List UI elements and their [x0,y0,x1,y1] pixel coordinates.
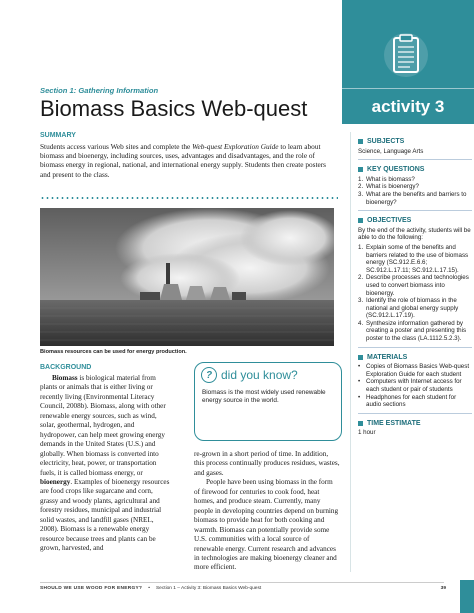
footer-title: SHOULD WE USE WOOD FOR ENERGY? [40,586,143,591]
list-item: 1. What is biomass? [358,175,415,183]
list-item: 3. What are the benefits and barriers to bioenergy? [358,190,467,206]
materials-list [358,363,472,409]
page-title: Biomass Basics Web-quest [40,96,308,121]
divider [358,347,472,348]
bullet-square-icon [358,421,363,426]
background-paragraph: re-grown in a short period of time. In addition, this process continually produces residues, wastes, and gases. [194,450,340,477]
bullet-square-icon [358,218,363,223]
time-estimate-text: 1 hour [358,429,376,437]
sidebar-bottom-band [460,580,474,613]
list-item: • Copies of Biomass Basics Web-quest Exploration Guide for each student [358,363,470,378]
footer [40,586,446,591]
bullet-square-icon [358,355,363,360]
subjects-heading: SUBJECTS [358,138,472,146]
page-number: 39 [440,586,446,591]
dotted-divider [40,197,338,199]
objectives-intro: By the end of the activity, students will be able to do the following: [358,226,471,242]
list-item: 2. What is bioenergy? [358,183,419,191]
did-you-know-box [194,362,342,441]
footer-section: Section 1 – Activity 3: Biomass Basics Web-quest [155,586,262,591]
background-column-2 [194,450,340,573]
subjects-text: Science, Language Arts [358,147,424,155]
did-you-know-title: did you know? [221,368,298,382]
divider [358,159,472,160]
did-you-know-header [201,367,298,383]
summary-text: Students access various Web sites and complete the Web-quest Exploration Guide to learn about biomass and bioenergy, including sources, uses, advantages and disadvantages, and the role of biomass energy in regional, national, and international energy supply. Students then create posters and present to the class. [40,142,326,179]
objectives-heading: OBJECTIVES [358,217,472,225]
bullet-square-icon [358,167,363,172]
did-you-know-text: Biomass is the most widely used renewable energy source in the world. [202,389,326,405]
time-estimate-heading: TIME ESTIMATE [358,420,472,428]
bullet-square-icon [358,139,363,144]
sidebar [358,132,472,437]
top-strip [0,0,342,42]
footer-bullet: • [148,586,150,591]
clipboard-icon [384,30,428,80]
materials-heading: MATERIALS [358,354,472,362]
question-mark-icon: ? [201,367,217,383]
background-heading: BACKGROUND [40,364,92,371]
divider [358,210,472,211]
objectives-list [358,244,472,343]
background-paragraph: Biomass is biological material from plants or animals that is either living or recently living (Environmental Literacy Council, 2008b). Biomass, along with other renewable energy sources, such as wind, solar, geothermal, hydrogen, and hydropower, can help meet growing energy demands in the United States (U.S.) and globally. When biomass is converted into electricity, heat, power, or transportation fuels, it is called biomass energy, or bioenergy. Examples of bioenergy resources are food crops like sugarcane and corn, grassy and woody plants, agricultural and forestry residues, municipal and industrial solid wastes, and landfill gases (NREL, 2008). Biomass is a renewable energy resource because trees and plants can be grown, harvested, and [40,374,170,553]
key-questions-list [358,176,472,206]
background-paragraph: People have been using biomass in the form of firewood for centuries to cook food, heat homes, and produce steam. Currently, many people in developing countries depend on burning biomass to provide heat for both cooking and warmth. Biomass can potentially provide some U.S. communities with a local source of renewable energy. Current research and advances in technologies are making bioenergy cleaner and more efficient. [194,478,339,572]
list-item: 1. Explain some of the benefits and barriers related to the use of biomass energy (SC.912.E.6.6; SC.912.L.17.11; SC.912.L.17.15). [358,243,469,274]
footer-divider [40,582,444,583]
activity-label: activity 3 [342,88,474,124]
list-item: 4. Synthesize information gathered by creating a poster and presenting this poster to the class (LA.1112.5.2.3). [358,319,467,343]
sidebar-divider [350,132,351,572]
list-item: • Computers with Internet access for each student or pair of students [358,378,462,394]
photo-caption: Biomass resources can be used for energy production. [40,349,187,355]
list-item: 3. Identify the role of biomass in the national and global energy supply (SC.912.L.17.19). [358,297,459,320]
summary-heading: SUMMARY [40,132,76,139]
list-item: 2. Describe processes and technologies used to convert biomass into bioenergy. [358,274,469,297]
background-column-1 [40,374,172,554]
power-plant-photo [40,208,334,346]
section-label: Section 1: Gathering Information [40,86,159,95]
divider [358,413,472,414]
key-questions-heading: KEY QUESTIONS [358,166,472,174]
list-item: • Headphones for each student for audio sections [358,393,457,409]
